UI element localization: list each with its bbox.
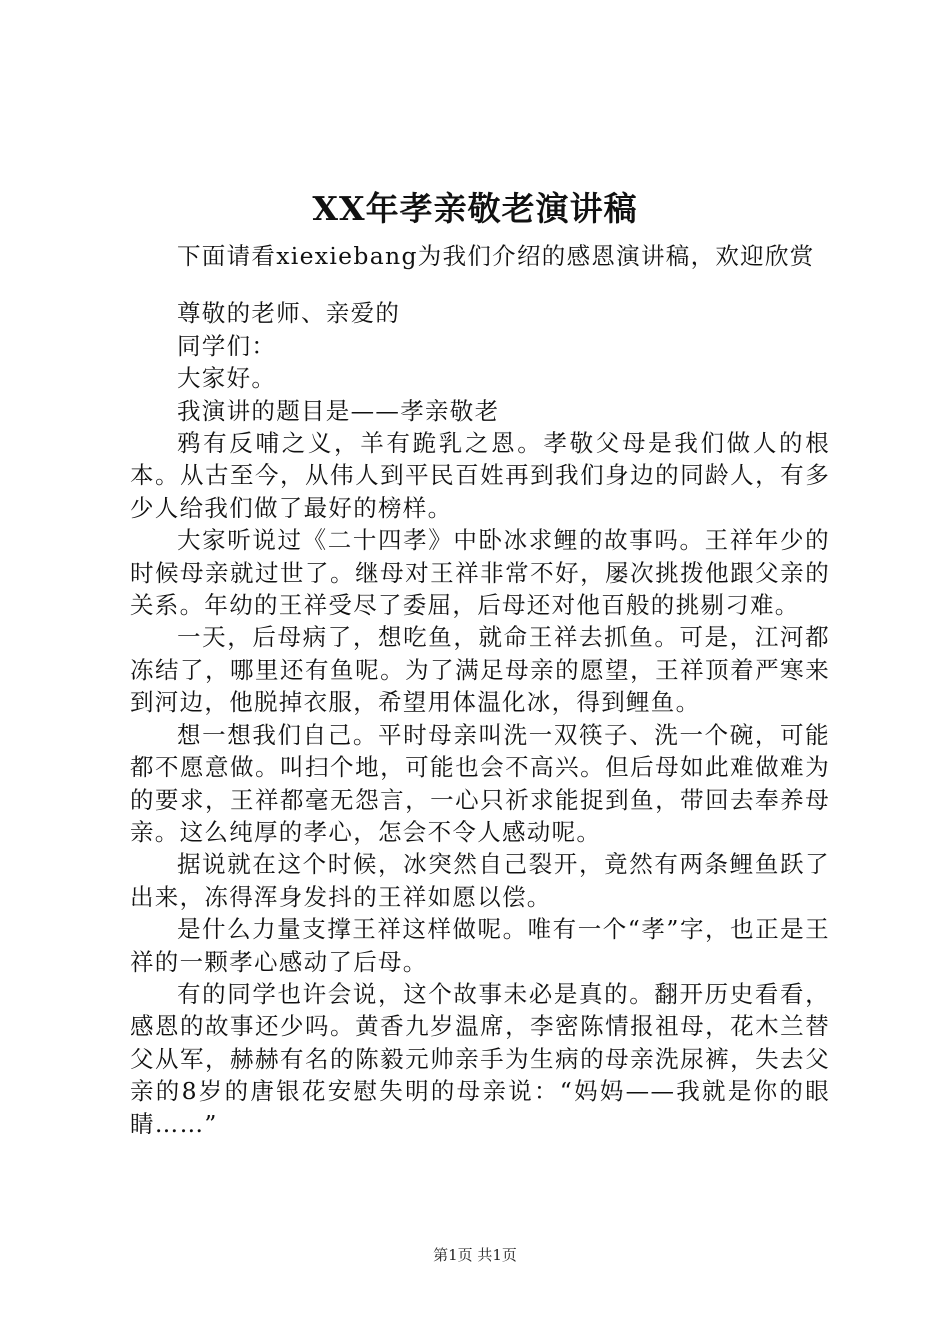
- page-footer: 第1页 共1页: [433, 1246, 517, 1264]
- paragraph-body: 想一想我们自己。平时母亲叫洗一双筷子、洗一个碗，可能都不愿意做。叫扫个地，可能也会不高兴。但后母如此难做难为的要求，王祥都毫无怨言，一心只祈求能捉到鱼，带回去奉养母亲。这么纯厚的孝心，怎会不令人感动呢。: [130, 720, 830, 846]
- paragraph-greeting-3: 大家好。: [177, 364, 277, 393]
- intro-paragraph: 下面请看xiexiebang为我们介绍的感恩演讲稿，欢迎欣赏: [177, 242, 815, 270]
- paragraph-greeting-1: 尊敬的老师、亲爱的: [177, 299, 401, 328]
- paragraph-greeting-2: 同学们：: [177, 331, 277, 360]
- document-body: [130, 240, 830, 1140]
- paragraph-body: 据说就在这个时候，冰突然自己裂开，竟然有两条鲤鱼跃了出来，冻得浑身发抖的王祥如愿以偿。: [130, 850, 830, 911]
- paragraph-body: 大家听说过《二十四孝》中卧冰求鲤的故事吗。王祥年少的时候母亲就过世了。继母对王祥非常不好，屡次挑拨他跟父亲的关系。年幼的王祥受尽了委屈，后母还对他百般的挑剔刁难。: [130, 526, 830, 620]
- paragraph-body: 一天，后母病了，想吃鱼，就命王祥去抓鱼。可是，江河都冻结了，哪里还有鱼呢。为了满足母亲的愿望，王祥顶着严寒来到河边，他脱掉衣服，希望用体温化冰，得到鲤鱼。: [130, 623, 830, 717]
- paragraph-body: 有的同学也许会说，这个故事未必是真的。翻开历史看看，感恩的故事还少吗。黄香九岁温席，李密陈情报祖母，花木兰替父从军，赫赫有名的陈毅元帅亲手为生病的母亲洗尿裤，失去父亲的8岁的唐银花安慰失明的母亲说：“妈妈——我就是你的眼睛……”: [130, 979, 830, 1138]
- paragraph-topic: 我演讲的题目是——孝亲敬老: [177, 396, 500, 425]
- document-title: XX年孝亲敬老演讲稿: [312, 189, 638, 228]
- paragraph-body: 鸦有反哺之义，羊有跪乳之恩。孝敬父母是我们做人的根本。从古至今，从伟人到平民百姓再到我们身边的同龄人，有多少人给我们做了最好的榜样。: [130, 429, 830, 522]
- paragraph-body: 是什么力量支撑王祥这样做呢。唯有一个“孝”字，也正是王祥的一颗孝心感动了后母。: [130, 915, 830, 976]
